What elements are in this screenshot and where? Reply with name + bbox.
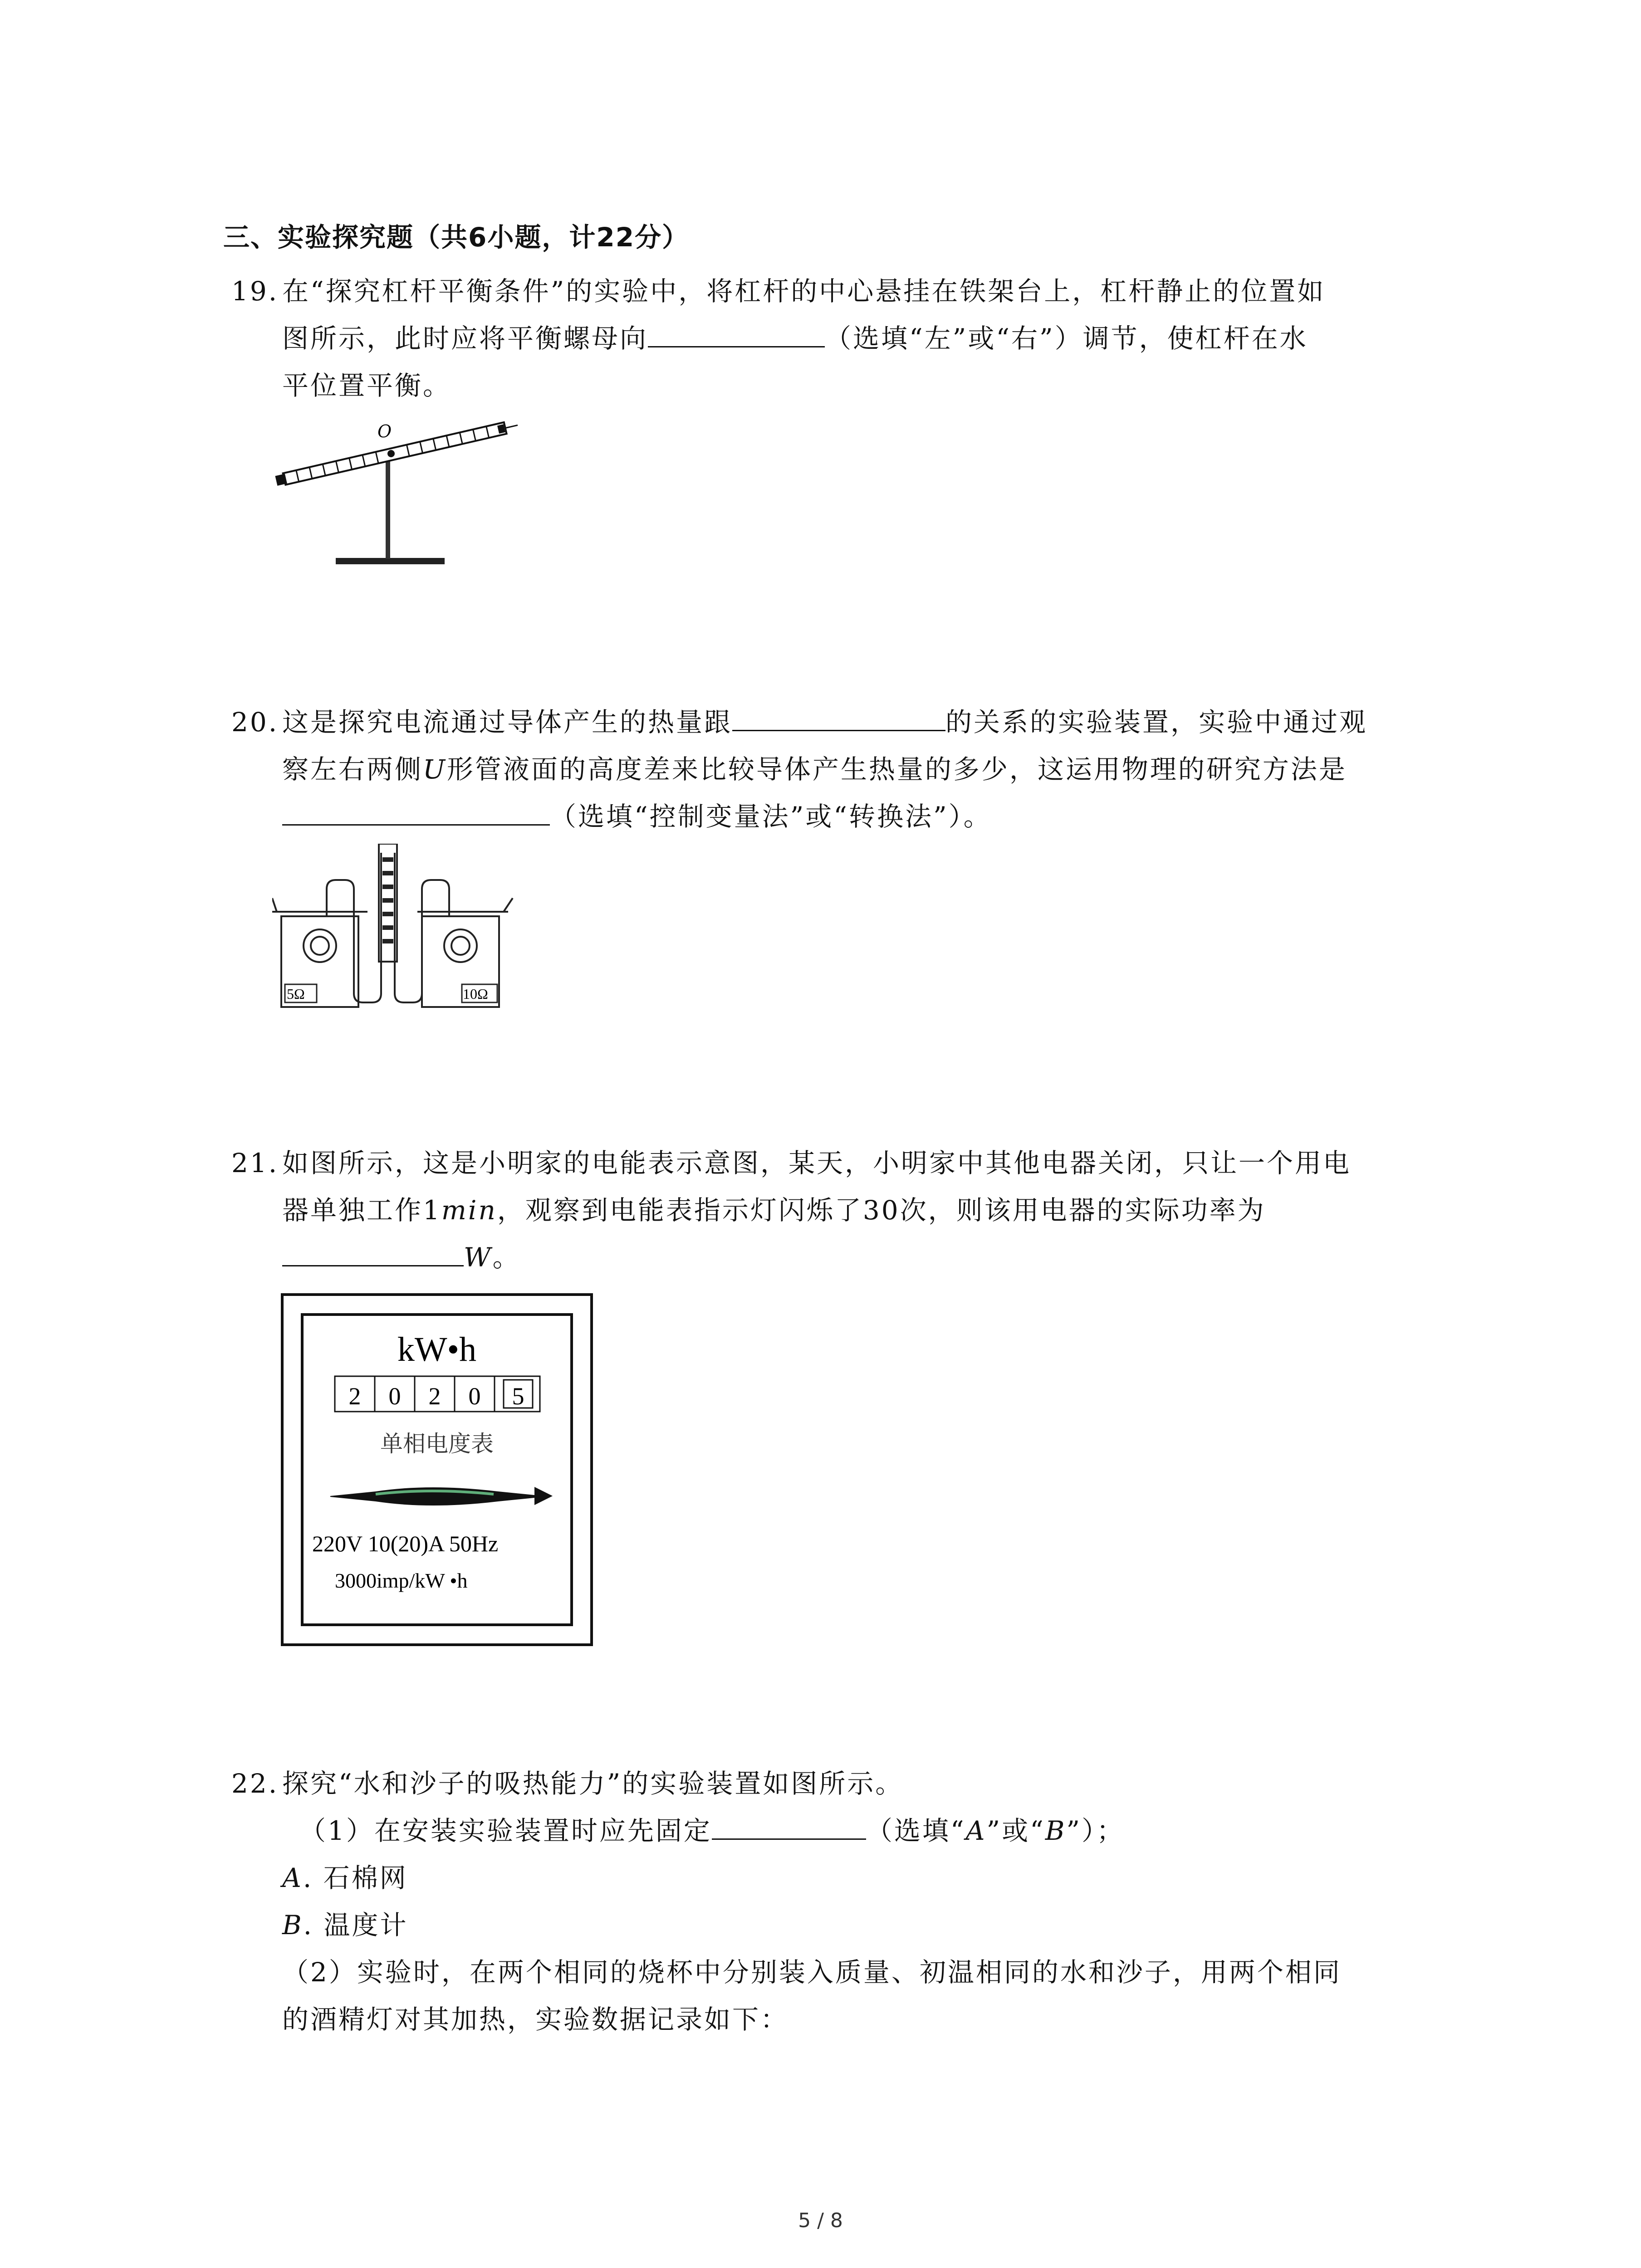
question-number: 22. <box>231 1768 279 1799</box>
question-number: 19. <box>231 276 279 307</box>
left-resistor-label: 5Ω <box>287 986 305 1002</box>
q22-sub2-line2: 的酒精灯对其加热，实验数据记录如下： <box>282 2004 789 2035</box>
question-22 <box>231 1760 1465 2043</box>
q21-line2a: 器单独工作1 <box>282 1195 441 1226</box>
question-number: 20. <box>231 707 279 738</box>
meter-digit: 5 <box>512 1383 524 1410</box>
heating-apparatus-figure <box>272 844 554 1016</box>
answer-blank[interactable] <box>282 1238 464 1266</box>
lever-figure <box>272 408 526 572</box>
option-a-letter: A <box>282 1862 303 1893</box>
meter-digit: 2 <box>348 1383 361 1410</box>
q20-line2b: 形管液面的高度差来比较导体产生热量的多少，这运用物理的研究方法是 <box>446 754 1347 785</box>
option-b-letter: B <box>282 1910 304 1941</box>
meter-digit: 0 <box>388 1383 401 1410</box>
meter-spec: 220V 10(20)A 50Hz <box>312 1531 499 1556</box>
answer-blank[interactable] <box>648 319 825 347</box>
q19-line2a: 图所示，此时应将平衡螺母向 <box>282 323 648 354</box>
q20-line3b: （选填“控制变量法”或“转换法”）。 <box>550 801 992 832</box>
q22-line1: 探究“水和沙子的吸热能力”的实验装置如图所示。 <box>282 1768 904 1799</box>
option-a-letter: A <box>965 1815 987 1846</box>
q21-line3-end: 。 <box>492 1242 521 1273</box>
q19-line1: 在“探究杠杆平衡条件”的实验中，将杠杆的中心悬挂在铁架台上，杠杆静止的位置如 <box>282 276 1326 307</box>
option-a-text: . 石棉网 <box>303 1862 408 1893</box>
section-title: 三、实验探究题（共6小题，计22分） <box>223 222 690 253</box>
page-number: 5 / 8 <box>798 2209 843 2232</box>
unit-w: W <box>464 1242 493 1273</box>
answer-blank[interactable] <box>712 1811 866 1840</box>
q22-sub1c: ”或“ <box>986 1815 1045 1846</box>
question-number: 21. <box>231 1148 279 1178</box>
option-b-letter: B <box>1045 1815 1067 1846</box>
meter-digit: 2 <box>428 1383 441 1410</box>
answer-blank[interactable] <box>282 797 550 826</box>
q22-sub1b: （选填“ <box>866 1815 966 1846</box>
q21-line1: 如图所示，这是小明家的电能表示意图，某天，小明家中其他电器关闭，只让一个用电 <box>282 1148 1352 1178</box>
q22-sub1d: ”）； <box>1066 1815 1125 1846</box>
right-resistor-label: 10Ω <box>463 986 488 1002</box>
meter-digit: 0 <box>468 1383 481 1410</box>
meter-unit: kW•h <box>397 1330 477 1369</box>
option-b-text: . 温度计 <box>303 1910 408 1941</box>
q19-line2b: （选填“左”或“右”）调节，使杠杆在水 <box>825 323 1308 354</box>
q20-line2a: 察左右两侧 <box>282 754 423 785</box>
energy-meter-figure <box>280 1293 593 1647</box>
question-20 <box>231 699 1465 840</box>
u-symbol: U <box>423 754 447 785</box>
q20-line1b: 的关系的实验装置，实验中通过观 <box>945 707 1368 738</box>
q20-line1a: 这是探究电流通过导体产生的热量跟 <box>282 707 733 738</box>
q22-sub1a: （1）在安装实验装置时应先固定 <box>299 1815 712 1846</box>
q19-line3: 平位置平衡。 <box>282 370 451 401</box>
pivot-label: O <box>377 421 392 441</box>
q22-sub2-line1: （2）实验时，在两个相同的烧杯中分别装入质量、初温相同的水和沙子，用两个相同 <box>282 1957 1342 1988</box>
q21-line2b: ，观察到电能表指示灯闪烁了30次，则该用电器的实际功率为 <box>497 1195 1266 1226</box>
meter-constant: 3000imp/kW •h <box>335 1569 468 1592</box>
unit-min: min <box>441 1195 497 1226</box>
question-19 <box>231 268 1465 409</box>
answer-blank[interactable] <box>732 703 945 731</box>
meter-name: 单相电度表 <box>380 1431 494 1457</box>
question-21 <box>231 1139 1465 1281</box>
